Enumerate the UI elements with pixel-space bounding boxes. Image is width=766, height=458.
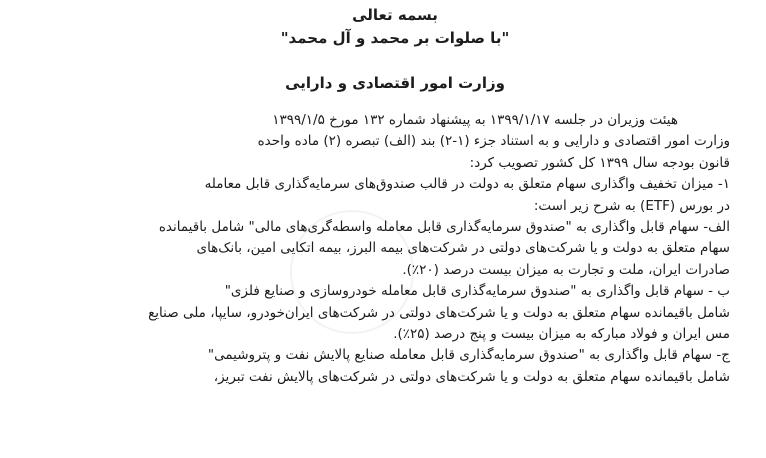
body-line: هیئت وزیران در جلسه ۱۳۹۹/۱/۱۷ به پیشنهاد شماره ۱۳۲ مورخ ۱۳۹۹/۱/۵ <box>272 112 678 128</box>
body-line: صادرات ایران، ملت و تجارت به میزان بیست درصد (۲۰٪). <box>402 261 730 278</box>
body-line: قانون بودجه سال ۱۳۹۹ کل کشور تصویب کرد: <box>469 154 730 171</box>
document-header <box>60 4 730 50</box>
salawat-heading: "با صلوات بر محمد و آل محمد" <box>280 29 510 47</box>
body-line: سهام متعلق به دولت و یا شرکت‌های دولتی در شرکت‌های بیمه البرز، بیمه اتکایی امین، بانک‌های <box>196 240 730 257</box>
body-line: الف- سهام قابل واگذاری به "صندوق سرمایه‌گذاری قابل معامله واسطه‌گری‌های مالی" شامل باقیمانده <box>158 219 730 236</box>
body-line: در بورس (ETF) به شرح زیر است: <box>533 197 730 214</box>
basmala-heading: بسمه تعالی <box>352 6 438 24</box>
body-line: ج- سهام قابل واگذاری به "صندوق سرمایه‌گذاری قابل معامله صنایع پالایش نفت و پتروشیمی" <box>207 347 730 364</box>
body-line: وزارت امور اقتصادی و دارایی و به استناد جزء (۱-۲) بند (الف) تبصره (۲) ماده واحده <box>257 133 730 150</box>
body-line: شامل باقیمانده سهام متعلق به دولت و یا شرکت‌های دولتی در شرکت‌های پالایش نفت تبریز، <box>213 368 730 385</box>
body-line: شامل باقیمانده سهام متعلق به دولت و یا شرکت‌های دولتی در شرکت‌های ایران‌خودرو، سایپا، ملی صنایع <box>148 304 730 321</box>
body-line: مس ایران و فولاد مبارکه به میزان بیست و پنج درصد (۲۵٪). <box>393 326 730 343</box>
ministry-title: وزارت امور اقتصادی و دارایی <box>285 74 505 92</box>
body-line: ب - سهام قابل واگذاری به "صندوق سرمایه‌گذاری قابل معامله خودروسازی و صنایع فلزی" <box>224 283 730 300</box>
body-line: ۱- میزان تخفیف واگذاری سهام متعلق به دولت در قالب صندوق‌های سرمایه‌گذاری قابل معامله <box>204 176 730 193</box>
